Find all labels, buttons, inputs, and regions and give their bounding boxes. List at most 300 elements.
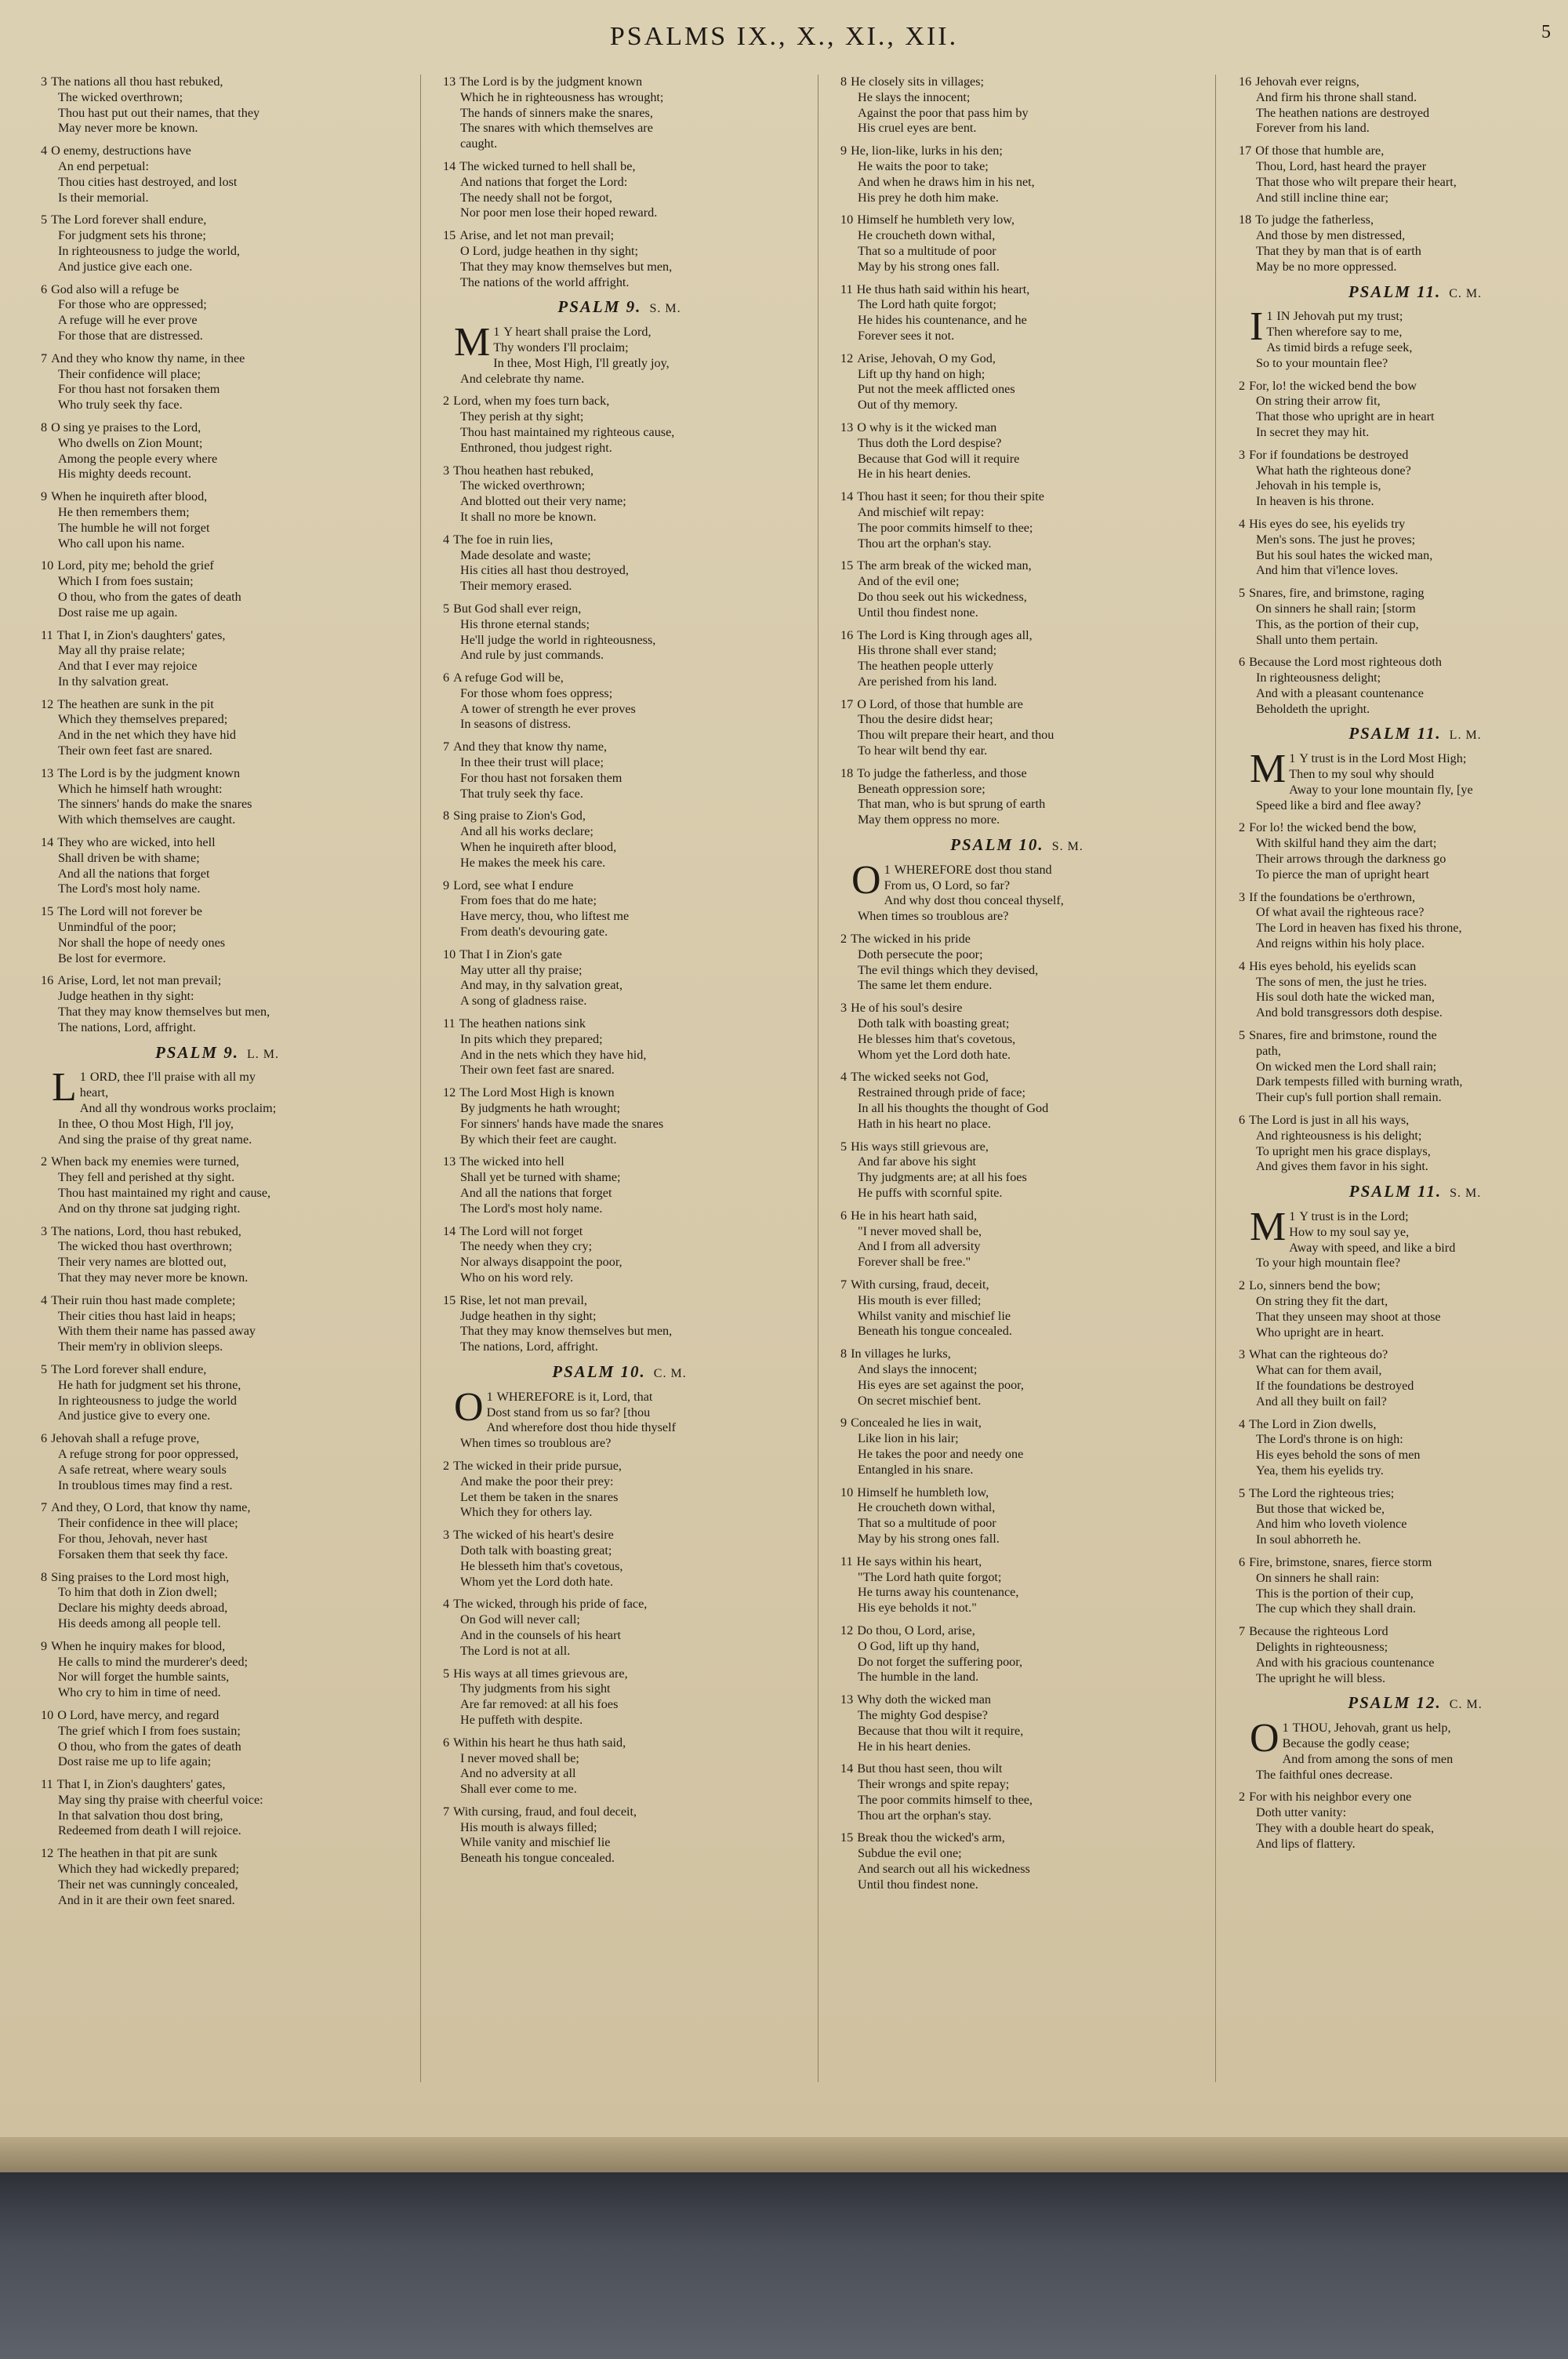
verse-stanza [443, 1459, 796, 1521]
verse-text: And from among the sons of men [1282, 1751, 1454, 1766]
verse-text: The nations, Lord, thou hast rebuked, [51, 1223, 241, 1238]
verse-text: His eye beholds it not." [858, 1601, 977, 1616]
verse-text: On string they fit the dart, [1256, 1293, 1388, 1308]
verse-text: That I, in Zion's daughters' gates, [56, 627, 226, 642]
verse-line [1239, 671, 1568, 686]
verse-line [41, 75, 394, 90]
verse-text: Their wrongs and spite repay; [858, 1777, 1010, 1792]
verse-number: 1 [884, 862, 891, 877]
verse-line [443, 1032, 796, 1048]
verse-text: Dost stand from us so far? [thou [486, 1405, 651, 1419]
verse-text: And justice give to every one. [58, 1408, 211, 1423]
verse-line [41, 643, 394, 659]
verse-line [443, 1713, 796, 1728]
verse-text: Within his heart he thus hath said, [453, 1735, 626, 1750]
verse-text: Dark tempests filled with burning wrath, [1256, 1074, 1463, 1089]
verse-text: He, lion-like, lurks in his den; [851, 144, 1003, 158]
verse-line [840, 893, 1193, 909]
verse-text: Because the Lord most righteous doth [1249, 655, 1443, 670]
verse-number: 1 [493, 325, 500, 340]
verse-line [1239, 1379, 1568, 1394]
verse-text: And when he draws him in his net, [858, 174, 1035, 189]
verse-text: Who upright are in heart. [1256, 1325, 1385, 1339]
verse-number: 9 [41, 1638, 48, 1653]
verse-line [840, 1862, 1193, 1877]
verse-stanza [1239, 1790, 1568, 1852]
verse-line [443, 1820, 796, 1836]
verse-stanza [840, 697, 1193, 759]
verse-line [41, 1463, 394, 1478]
verse-line [443, 494, 796, 510]
verse-text: Which they had wickedly prepared; [58, 1862, 240, 1877]
verse-text: Because the righteous Lord [1249, 1624, 1388, 1639]
verse-text: Jehovah ever reigns, [1255, 75, 1359, 89]
verse-line [1239, 798, 1568, 814]
verse-number: 9 [443, 878, 450, 892]
verse-stanza [1239, 890, 1568, 952]
verse-line [443, 994, 796, 1009]
verse-number: 12 [41, 696, 54, 711]
verse-line [443, 1186, 796, 1201]
verse-text: In pits which they prepared; [460, 1031, 603, 1046]
verse-line [41, 674, 394, 690]
verse-number: 6 [840, 1208, 848, 1223]
drop-cap-letter: O [1250, 1716, 1279, 1761]
verse-stanza [443, 1667, 796, 1728]
verse-text: He hides his countenance, and he [858, 313, 1027, 328]
psalm-meter: S. M. [1450, 1187, 1482, 1201]
verse-line [443, 175, 796, 191]
verse-text: With which themselves are caught. [58, 812, 236, 827]
verse-text: The nations, Lord, affright. [58, 1020, 196, 1034]
verse-stanza [840, 1554, 1193, 1616]
verse-text: Doth talk with boasting great; [460, 1543, 612, 1558]
verse-text: O enemy, destructions have [51, 144, 191, 158]
verse-stanza [443, 671, 796, 732]
verse-line [1239, 1113, 1568, 1129]
verse-text: On God will never call; [460, 1612, 580, 1627]
verse-text: By which their feet are caught. [460, 1132, 617, 1147]
verse-line [443, 1436, 796, 1452]
verse-number: 15 [443, 1292, 456, 1307]
verse-number: 12 [443, 1085, 456, 1100]
verse-text: The same let them endure. [858, 978, 993, 993]
verse-text: They who are wicked, into hell [57, 835, 216, 850]
verse-line [840, 1032, 1193, 1048]
verse-line [41, 904, 394, 920]
verse-text: And nations that forget the Lord: [460, 174, 628, 189]
verse-line [41, 121, 394, 136]
verse-line [443, 1239, 796, 1255]
verse-number: 14 [41, 835, 54, 850]
verse-stanza [1239, 213, 1568, 274]
verse-text: He closely sits in villages; [851, 75, 985, 89]
verse-line [443, 963, 796, 979]
verse-text: On sinners he shall rain; [storm [1256, 601, 1416, 616]
verse-line [443, 1474, 796, 1490]
verse-line [840, 1585, 1193, 1601]
verse-line [443, 1270, 796, 1286]
verse-stanza [41, 628, 394, 690]
verse-text: His cities all hast thou destroyed, [460, 563, 629, 578]
verse-stanza [1239, 379, 1568, 441]
verse-text: The Lord is just in all his ways, [1249, 1113, 1410, 1128]
verse-number: 12 [840, 351, 854, 365]
verse-text: To judge the fatherless, and those [857, 765, 1027, 780]
verse-line [1239, 260, 1568, 275]
verse-line [840, 1416, 1193, 1431]
text-column-4 [1239, 75, 1568, 2082]
verse-text: How to my soul say ye, [1289, 1224, 1410, 1239]
verse-stanza [1239, 1417, 1568, 1479]
verse-number: 11 [443, 1016, 456, 1031]
verse-text: "The Lord hath quite forgot; [858, 1569, 1002, 1584]
verse-text: And mischief wilt repay: [858, 504, 985, 519]
verse-line [1239, 1060, 1568, 1075]
verse-line [443, 244, 796, 260]
verse-text: The upright he will bless. [1256, 1670, 1385, 1685]
verse-text: And of the evil one; [858, 574, 960, 589]
verse-line [41, 1394, 394, 1409]
verse-line [1239, 340, 1568, 356]
verse-line [840, 1255, 1193, 1270]
verse-text: Are far removed: at all his foes [460, 1697, 619, 1712]
verse-text: Who truly seek thy face. [58, 398, 183, 413]
verse-text: Of those that humble are, [1255, 144, 1385, 158]
verse-stanza [840, 932, 1193, 994]
verse-text: Sing praises to the Lord most high, [51, 1569, 230, 1584]
verse-text: And no adversity at all [460, 1766, 576, 1781]
verse-line [1239, 1044, 1568, 1060]
verse-line [443, 1782, 796, 1797]
verse-text: The Lord's most holy name. [58, 881, 201, 896]
verse-number: 13 [41, 765, 54, 780]
verse-text: Lord, pity me; behold the grief [57, 558, 214, 573]
verse-text: Whom yet the Lord doth hate. [460, 1574, 614, 1589]
verse-text: Yea, them his eyelids try. [1256, 1463, 1384, 1478]
verse-text: That man, who is but sprung of earth [858, 797, 1046, 812]
verse-text: Made desolate and waste; [460, 547, 591, 562]
verse-stanza [840, 75, 1193, 136]
verse-line [41, 1777, 394, 1793]
verse-line [41, 973, 394, 989]
verse-line [443, 1085, 796, 1101]
verse-line [443, 787, 796, 802]
verse-line [840, 659, 1193, 674]
verse-text: For sinners' hands have made the snares [460, 1116, 664, 1131]
verse-text: Whom yet the Lord doth hate. [858, 1047, 1011, 1062]
verse-text: In villages he lurks, [851, 1347, 951, 1361]
verse-line [1239, 820, 1568, 836]
verse-text: Who on his word rely. [460, 1270, 574, 1285]
verse-line [41, 1117, 394, 1132]
verse-text: To your high mountain flee? [1256, 1256, 1401, 1270]
verse-line [41, 297, 394, 313]
verse-stanza [443, 320, 796, 387]
verse-line [41, 659, 394, 674]
verse-line [840, 452, 1193, 467]
verse-line [840, 1209, 1193, 1224]
verse-text: Thy judgments from his sight [460, 1681, 611, 1696]
verse-stanza [41, 1846, 394, 1908]
verse-line [840, 1808, 1193, 1824]
verse-line [840, 1739, 1193, 1755]
verse-text: Be lost for evermore. [58, 951, 166, 965]
psalm-meter: S. M. [649, 302, 681, 316]
verse-text: Y trust is in the Lord Most High; [1299, 751, 1467, 766]
verse-text: In thee, O thou Most High, I'll joy, [58, 1116, 234, 1131]
verse-line [1239, 1587, 1568, 1602]
verse-number: 2 [1239, 1278, 1246, 1293]
verse-number: 14 [840, 489, 854, 504]
verse-text: The humble in the land. [858, 1670, 979, 1685]
drop-cap-letter: M [454, 320, 491, 365]
psalm-heading [1239, 1184, 1568, 1201]
verse-line [41, 536, 394, 552]
verse-stanza [840, 351, 1193, 413]
verse-line [443, 1016, 796, 1032]
verse-line [840, 489, 1193, 505]
verse-text: Is their memorial. [58, 190, 149, 205]
verse-line [41, 881, 394, 897]
verse-text: Enthroned, thou judgest right. [460, 440, 612, 455]
verse-text: So to your mountain flee? [1256, 355, 1388, 370]
verse-line [840, 1463, 1193, 1478]
verse-number: 7 [443, 1804, 450, 1819]
verse-text: He in his heart hath said, [851, 1208, 978, 1223]
verse-text: Thou art the orphan's stay. [858, 1808, 992, 1823]
verse-number: 6 [1239, 1113, 1246, 1128]
verse-number: 17 [1239, 144, 1252, 158]
verse-number: 11 [840, 282, 853, 296]
verse-stanza [1239, 517, 1568, 579]
verse-number: 3 [41, 1223, 48, 1238]
verse-stanza [41, 1639, 394, 1701]
verse-text: His eyes behold, his eyelids scan [1249, 958, 1417, 973]
verse-line [1239, 867, 1568, 883]
verse-line [41, 812, 394, 828]
verse-line [1239, 213, 1568, 228]
verse-number: 3 [443, 1528, 450, 1543]
verse-text: May by his strong ones fall. [858, 1531, 1000, 1546]
verse-stanza [1239, 1555, 1568, 1617]
verse-text: Their own feet fast are snared. [58, 743, 212, 758]
verse-line [840, 367, 1193, 383]
verse-text: Thou art the orphan's stay. [858, 536, 992, 551]
verse-stanza [1239, 1624, 1568, 1686]
verse-text: May by his strong ones fall. [858, 259, 1000, 274]
verse-line [840, 1500, 1193, 1516]
verse-number: 15 [443, 228, 456, 243]
verse-text: The Lord Most High is known [459, 1085, 615, 1100]
verse-text: Then to my soul why should [1289, 767, 1435, 782]
verse-text: Who dwells on Zion Mount; [58, 435, 203, 450]
verse-line [443, 1309, 796, 1325]
verse-text: He croucheth down withal, [858, 1500, 996, 1515]
verse-number: 1 [79, 1070, 86, 1085]
verse-stanza [443, 1384, 796, 1452]
verse-line [840, 712, 1193, 728]
verse-text: And gives them favor in his sight. [1256, 1159, 1428, 1174]
verse-text: But those that wicked be, [1256, 1501, 1385, 1516]
verse-line [443, 356, 796, 372]
verse-number: 6 [1239, 655, 1246, 670]
verse-text: Which they themselves prepared; [58, 712, 228, 727]
verse-number: 13 [443, 75, 456, 89]
verse-text: Shall ever come to me. [460, 1782, 577, 1797]
verse-line [840, 260, 1193, 275]
verse-number: 18 [840, 765, 854, 780]
verse-text: For, lo! the wicked bend the bow [1249, 378, 1417, 393]
column-divider [420, 75, 421, 2082]
verse-text: The Lord is by the judgment known [459, 75, 643, 89]
psalm-title: PSALM 10. [950, 835, 1044, 855]
verse-line [41, 590, 394, 605]
verse-text: O why is it the wicked man [857, 420, 997, 434]
verse-line [443, 1766, 796, 1782]
verse-line [840, 282, 1193, 298]
verse-text: And celebrate thy name. [460, 371, 585, 386]
verse-text: The heathen are sunk in the pit [57, 696, 214, 711]
verse-text: Nor poor men lose their hoped reward. [460, 205, 658, 220]
verse-text: When back my enemies were turned, [51, 1154, 240, 1169]
verse-line [443, 1063, 796, 1078]
verse-text: Out of thy memory. [858, 398, 958, 413]
verse-text: Thou hast maintained my right and cause, [58, 1186, 271, 1200]
verse-stanza [41, 1777, 394, 1839]
verse-text: When times so troublous are? [858, 909, 1009, 924]
verse-text: Who cry to him in time of need. [58, 1685, 221, 1700]
verse-number: 11 [840, 1554, 853, 1568]
verse-text: Beholdeth the upright. [1256, 701, 1370, 716]
verse-text: He of his soul's desire [851, 1001, 963, 1016]
verse-line [443, 809, 796, 824]
verse-line [840, 505, 1193, 521]
verse-line [443, 1835, 796, 1851]
verse-number: 8 [443, 809, 450, 823]
verse-text: From us, O Lord, so far? [884, 878, 1011, 892]
page-header [0, 22, 1568, 61]
verse-line [840, 1692, 1193, 1708]
verse-text: His throne shall ever stand; [858, 643, 997, 658]
verse-stanza [840, 857, 1193, 925]
verse-line [840, 1070, 1193, 1085]
verse-line [41, 106, 394, 122]
verse-line [1239, 121, 1568, 136]
verse-text: For lo! the wicked bend the bow, [1249, 820, 1417, 835]
verse-line [840, 766, 1193, 782]
verse-text: Their ruin thou hast made complete; [51, 1292, 236, 1307]
verse-line [443, 1559, 796, 1575]
verse-text: A refuge strong for poor oppressed, [58, 1446, 239, 1461]
verse-number: 7 [41, 351, 48, 365]
verse-text: Until thou findest none. [858, 605, 978, 620]
verse-stanza [41, 558, 394, 620]
verse-text: On secret mischief bent. [858, 1393, 982, 1408]
verse-text: While vanity and mischief lie [460, 1835, 611, 1850]
verse-text: Their confidence in thee will place; [58, 1516, 238, 1531]
verse-line [1239, 90, 1568, 106]
verse-number: 4 [1239, 958, 1246, 973]
verse-line [1239, 356, 1568, 372]
verse-line [41, 367, 394, 383]
verse-text: Until thou findest none. [858, 1877, 978, 1892]
verse-line [443, 260, 796, 275]
verse-text: God also will a refuge be [51, 282, 180, 296]
verse-text: His eyes behold the sons of men [1256, 1448, 1421, 1463]
verse-line [840, 1154, 1193, 1170]
verse-text: He thus hath said within his heart, [856, 282, 1030, 296]
verse-line [41, 191, 394, 206]
verse-number: 18 [1239, 213, 1252, 227]
verse-line [1239, 1294, 1568, 1310]
verse-number: 5 [1239, 1485, 1246, 1500]
verse-text: The evil things which they devised, [858, 962, 1039, 977]
verse-number: 11 [41, 627, 53, 642]
verse-number: 7 [1239, 1624, 1246, 1639]
verse-text: He slays the innocent; [858, 89, 971, 104]
verse-text: A refuge God will be, [453, 671, 564, 685]
psalm-meter: C. M. [653, 1366, 687, 1380]
verse-line [840, 674, 1193, 690]
psalm-heading [1239, 1693, 1568, 1713]
verse-text: They fell and perished at thy sight. [58, 1170, 235, 1185]
text-column-3 [840, 75, 1193, 2082]
verse-line [1239, 890, 1568, 906]
verse-line [443, 602, 796, 617]
verse-text: For judgment sets his throne; [58, 228, 206, 243]
verse-text: Thou the desire didst hear; [858, 712, 993, 727]
verse-text: Unmindful of the poor; [58, 920, 176, 935]
verse-text: In righteousness delight; [1256, 671, 1381, 685]
verse-number: 8 [41, 420, 48, 434]
verse-line [1239, 75, 1568, 90]
verse-line [443, 1805, 796, 1820]
verse-line [443, 1543, 796, 1559]
verse-line [41, 1154, 394, 1170]
psalm-meter: C. M. [1449, 1698, 1483, 1712]
verse-line [840, 743, 1193, 759]
psalm-meter: L. M. [247, 1047, 279, 1061]
verse-stanza [41, 1431, 394, 1493]
verse-line [41, 1101, 394, 1117]
verse-text: And on thy throne sat judging right. [58, 1201, 241, 1216]
verse-text: Their memory erased. [460, 579, 572, 594]
verse-text: May all thy praise relate; [58, 643, 185, 658]
verse-stanza [443, 1085, 796, 1147]
verse-line [1239, 228, 1568, 244]
verse-text: Do thou, O Lord, arise, [857, 1623, 975, 1637]
verse-line [1239, 1671, 1568, 1687]
verse-line [840, 144, 1193, 159]
verse-text: The wicked, through his pride of face, [453, 1597, 648, 1612]
verse-line [443, 1170, 796, 1186]
verse-line [1239, 106, 1568, 122]
verse-stanza [1239, 586, 1568, 648]
verse-text: The heathen nations sink [459, 1016, 586, 1031]
verse-text: Their net was cunningly concealed, [58, 1877, 238, 1892]
verse-line [1239, 1074, 1568, 1090]
psalm-title: PSALM 12. [1348, 1693, 1442, 1713]
verse-text: He blesses him that's covetous, [858, 1031, 1016, 1046]
verse-text: To upright men his grace displays, [1256, 1143, 1431, 1158]
verse-line [840, 1532, 1193, 1547]
verse-line [840, 1378, 1193, 1394]
verse-text: And they, O Lord, that know thy name, [51, 1500, 251, 1515]
verse-line [1239, 617, 1568, 633]
verse-number: 8 [840, 1347, 848, 1361]
verse-text: In that salvation thou dost bring, [58, 1808, 223, 1823]
